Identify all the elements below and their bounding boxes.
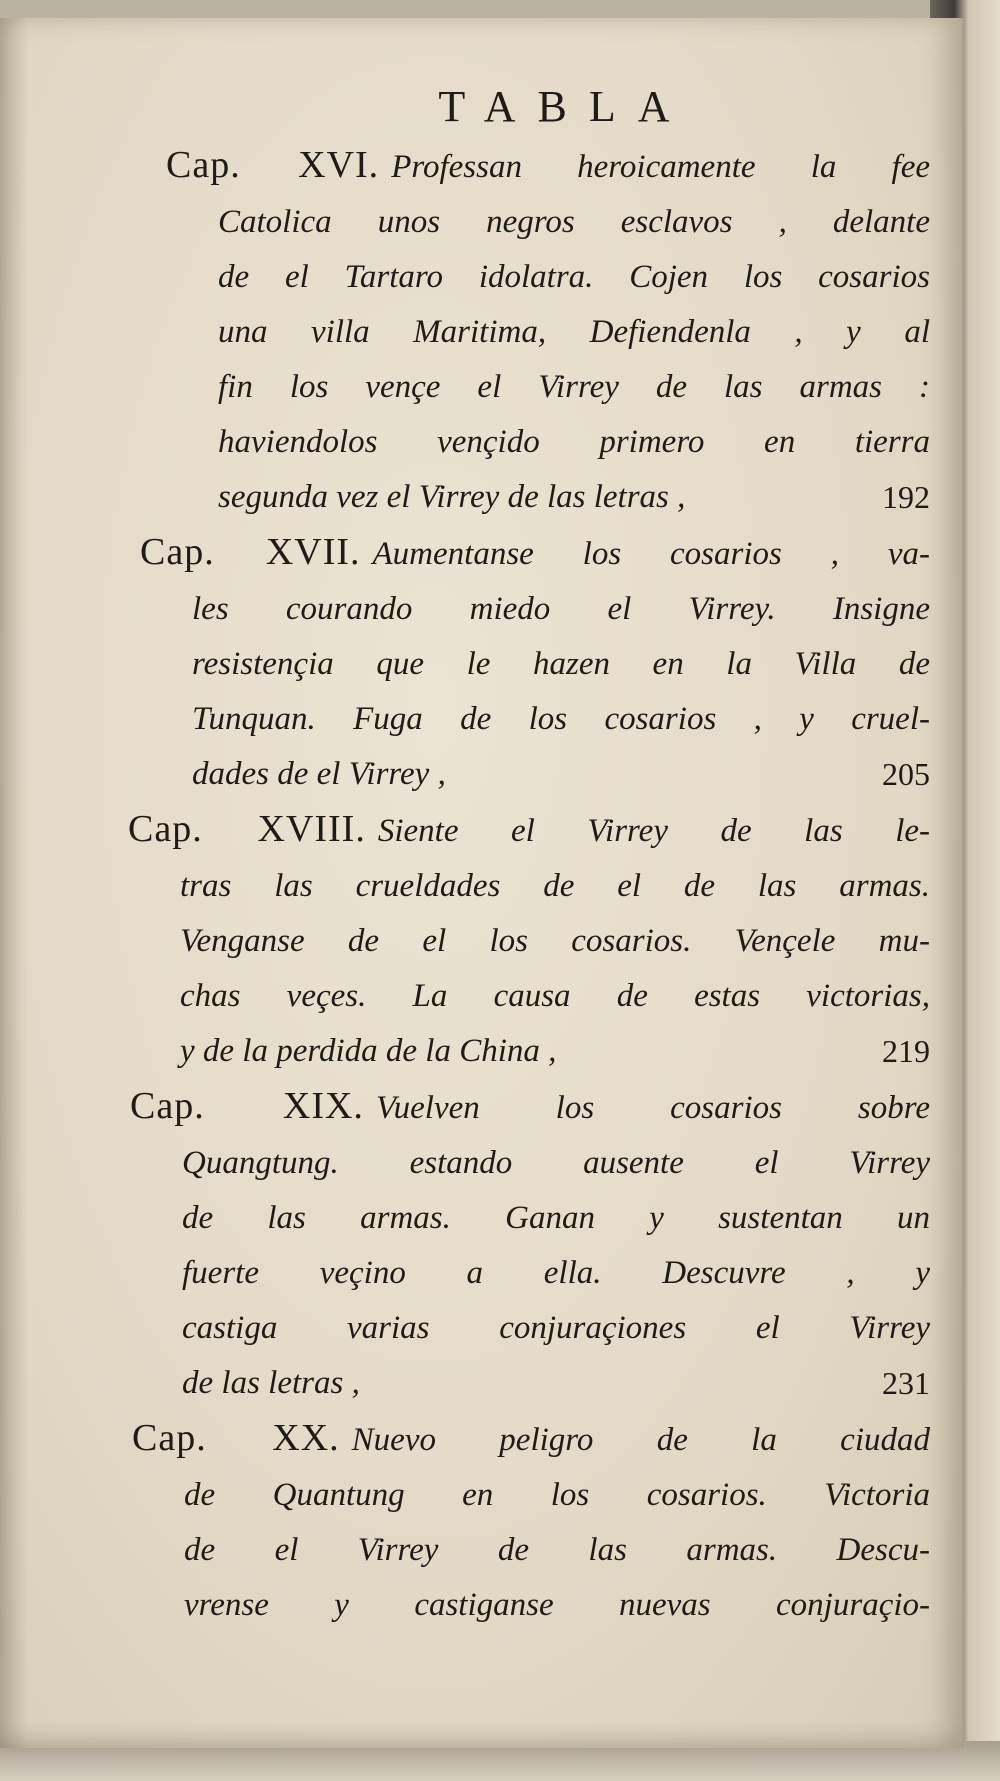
chapter-entry-xviii — [128, 802, 930, 1079]
entry-line: haviendolos vençido primero en tierra — [218, 424, 930, 460]
entry-line: Cap. XVII. Aumentanse los cosarios , va- — [140, 531, 930, 573]
entry-line: Quangtung. estando ausente el Virrey — [182, 1145, 930, 1181]
entry-line: de Quantung en los cosarios. Victoria — [184, 1477, 930, 1513]
page-number: 192 — [882, 479, 930, 515]
entry-line: de las letras , 231 — [130, 1356, 930, 1411]
entry-line: de las armas. Ganan y sustentan un — [182, 1200, 930, 1236]
entry-line: dades de el Virrey , 205 — [140, 747, 930, 802]
entry-line: fuerte veçino a ella. Descuvre , y — [182, 1255, 930, 1291]
entry-line: Venganse de el los cosarios. Vençele mu- — [180, 923, 930, 959]
page-text — [128, 78, 931, 1633]
entry-line: chas veçes. La causa de estas victorias, — [180, 978, 930, 1014]
entry-line: Cap. XIX. Vuelven los cosarios sobre — [130, 1085, 930, 1127]
entry-line: castiga varias conjuraçiones el Virrey — [182, 1310, 930, 1346]
entry-line: Cap. XVIII. Siente el Virrey de las le- — [128, 808, 931, 850]
entry-line: resistençia que le hazen en la Villa de — [192, 646, 930, 682]
entry-line: Catolica unos negros esclavos , delante — [218, 204, 930, 240]
entry-line: Tunquan. Fuga de los cosarios , y cruel- — [192, 701, 930, 737]
entry-line: tras las crueldades de el de las armas. — [180, 868, 930, 904]
page-number: 219 — [882, 1033, 930, 1069]
entry-line: de el Virrey de las armas. Descu- — [184, 1532, 930, 1568]
entry-line: les courando miedo el Virrey. Insigne — [192, 591, 930, 627]
chapter-label: Cap. XIX. — [130, 1085, 364, 1127]
entry-line: y de la perdida de la China , 219 — [128, 1024, 930, 1079]
entry-line: una villa Maritima, Defiendenla , y al — [218, 314, 930, 350]
chapter-entry-xvi — [166, 138, 930, 525]
entry-line: Cap. XX. Nuevo peligro de la ciudad — [132, 1417, 930, 1459]
entry-line: vrense y castiganse nuevas conjuraçio- — [184, 1587, 930, 1623]
chapter-entry-xx — [132, 1411, 930, 1633]
entry-line: fin los vençe el Virrey de las armas : — [218, 369, 930, 405]
book-page — [0, 18, 964, 1748]
page-gutter-shadow — [0, 18, 28, 1748]
chapter-label: Cap. XX. — [132, 1417, 340, 1459]
page-number: 231 — [882, 1365, 930, 1401]
entry-line: de el Tartaro idolatra. Cojen los cosarios — [218, 259, 930, 295]
chapter-entry-xix — [130, 1079, 930, 1411]
entry-line: Cap. XVI. Professan heroicamente la fee — [166, 144, 930, 186]
entry-line: segunda vez el Virrey de las letras , 192 — [166, 470, 930, 525]
chapter-label: Cap. XVI. — [166, 144, 380, 186]
chapter-label: Cap. XVIII. — [128, 808, 366, 850]
chapter-label: Cap. XVII. — [140, 531, 361, 573]
page-number: 205 — [882, 756, 930, 792]
chapter-entry-xvii — [140, 525, 930, 802]
running-head: TABLA — [438, 82, 692, 131]
